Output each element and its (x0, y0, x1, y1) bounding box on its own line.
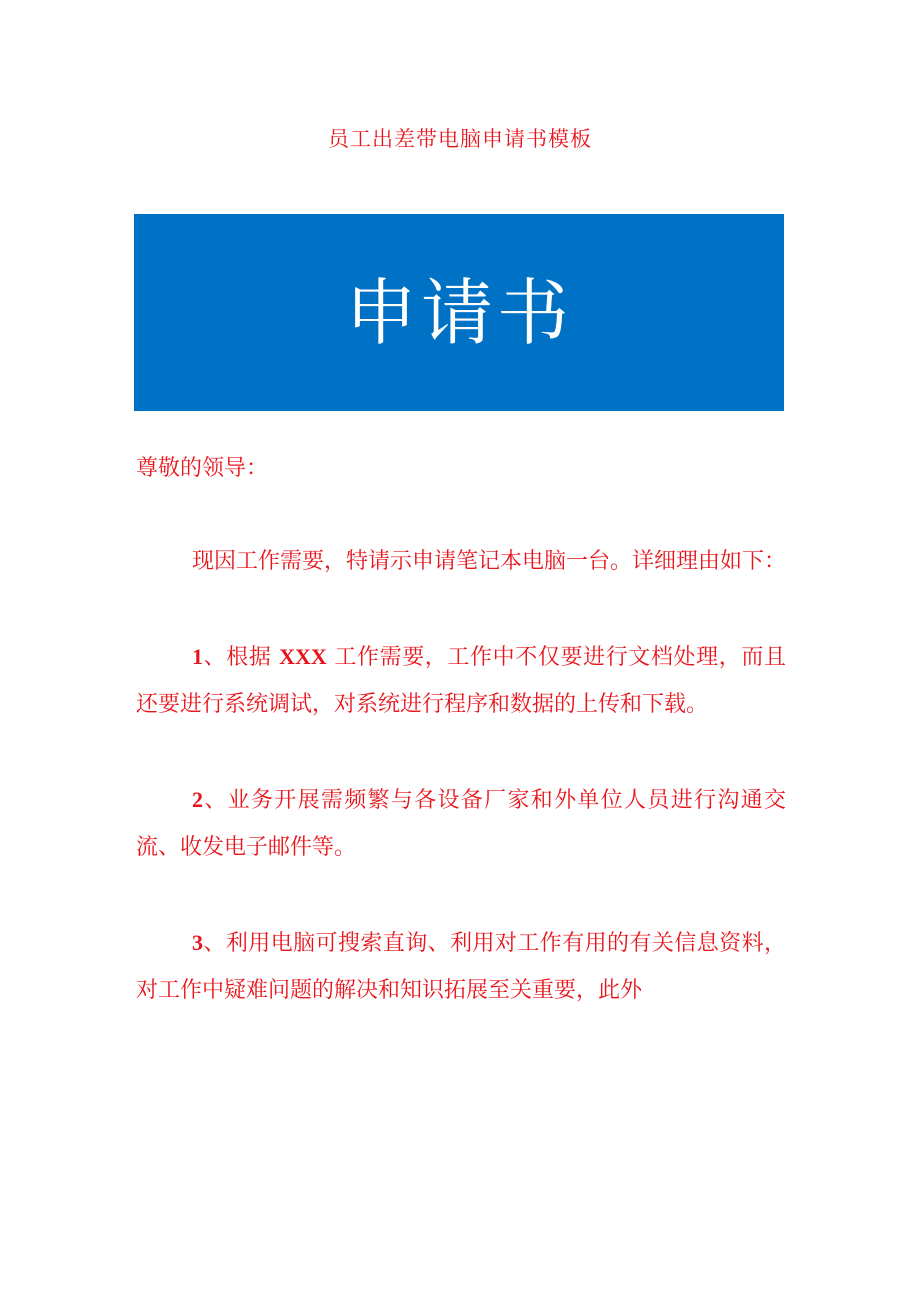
item-separator: 、 (203, 788, 228, 813)
item-text: 工作需要，工作中不仅要进行文档处理，而且还要进行系统调试，对系统进行程序和数据的上传和下载。 (136, 645, 786, 717)
letter-body (136, 445, 786, 1062)
item-text: 业务开展需频繁与各设备厂家和外单位人员进行沟通交流、收发电子邮件等。 (136, 788, 786, 860)
item-number: 3 (192, 930, 203, 955)
item-separator: 、 (203, 645, 227, 670)
reason-item-3 (136, 919, 786, 1014)
item-number: 1 (192, 644, 203, 669)
document-title: 员工出差带电脑申请书模板 (328, 127, 592, 151)
banner-title: 申请书 (344, 270, 573, 355)
item-code: XXX (279, 644, 327, 669)
title-banner (134, 214, 784, 411)
intro-paragraph: 现因工作需要，特请示申请笔记本电脑一台。详细理由如下： (192, 549, 787, 574)
item-separator: 、 (203, 931, 226, 956)
salutation: 尊敬的领导： (136, 456, 269, 481)
item-text-pre: 根据 (226, 645, 272, 670)
reason-item-1 (136, 633, 786, 728)
item-number: 2 (192, 787, 203, 812)
reason-item-2 (136, 776, 786, 871)
item-text: 利用电脑可搜索直询、利用对工作有用的有关信息资料，对工作中疑难问题的解决和知识拓展至关重要，此外 (136, 931, 786, 1003)
